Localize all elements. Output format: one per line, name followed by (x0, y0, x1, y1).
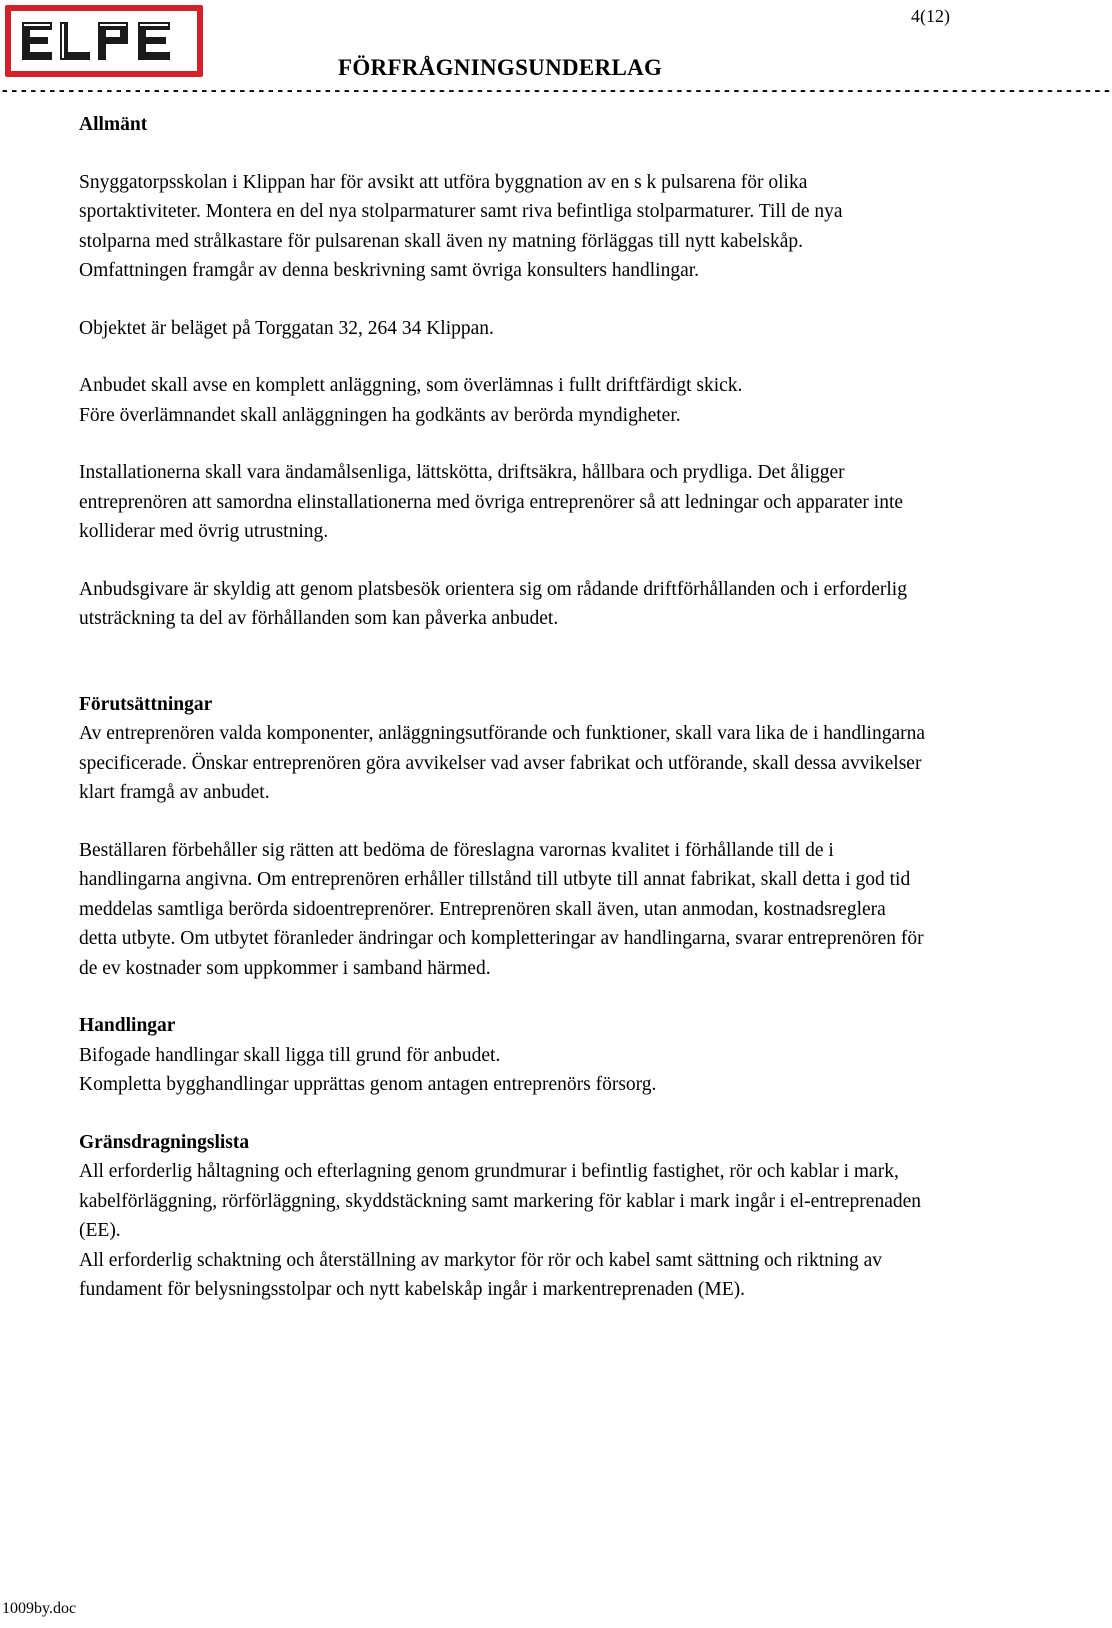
allmant-paragraph-4: Installationerna skall vara ändamålsenliga, lättskötta, driftsäkra, hållbara och prydliga. Det åligger entreprenören att samordna elinstallationerna med övriga entreprenörer så att ledningar och apparater inte kolliderar med övrig utrustning. (79, 462, 904, 542)
spacer (79, 547, 959, 575)
allmant-paragraph-3: Anbudet skall avse en komplett anläggning, som överlämnas i fullt driftfärdigt skick. (79, 375, 743, 396)
spacer (79, 140, 959, 168)
allmant-paragraph-3b: Före överlämnandet skall anläggningen ha godkänts av berörda myndigheter. (79, 404, 681, 426)
handlingar-line-1: Bifogade handlingar skall ligga till grund för anbudet. (79, 1044, 501, 1066)
spacer (79, 808, 959, 836)
spacer (79, 286, 959, 314)
forutsattningar-paragraph-2: Beställaren förbehåller sig rätten att bedöma de föreslagna varornas kvalitet i förhållande till de i handlingarna angivna. Om entreprenören erhåller tillstånd till utbyte till annat fabrikat, skall detta i god tid meddelas samtliga berörda sidoentreprenörer. Entreprenören skall även, utan anmodan, kostnadsreglera detta utbyte. Om utbytet föranleder ändringar och kompletteringar av handlingarna, svarar entreprenören för de ev kostnader som uppkommer i samband härmed. (79, 839, 924, 979)
allmant-paragraph-1: Snyggatorpsskolan i Klippan har för avsikt att utföra byggnation av en s k pulsarena för olika sportaktiviteter. Montera en del nya stolparmaturer samt riva befintliga stolparmaturer. Till de nya stolparna med strålkastare för pulsarenan skall även ny matning förläggas till nytt kabelskåp. (79, 171, 843, 252)
heading-allmant: Allmänt (79, 114, 148, 135)
elpe-logo (4, 4, 204, 78)
gransdragning-paragraph-1: All erforderlig håltagning och efterlagning genom grundmurar i befintlig fastighet, rör och kablar i mark, kabelförläggning, rörförläggning, skyddstäckning samt markering för kablar i mark ingår i el-entreprenaden (EE). (79, 1161, 922, 1241)
spacer (79, 1100, 959, 1128)
allmant-paragraph-1b: Omfattningen framgår av denna beskrivning samt övriga konsulters handlingar. (79, 260, 700, 281)
heading-gransdragningslista: Gränsdragningslista (79, 1131, 250, 1153)
header-separator: --------------------------------------------------------------------------------------------------------------------- (0, 82, 1112, 100)
spacer (79, 983, 959, 1011)
footer-filename: 1009by.doc (2, 1600, 77, 1617)
handlingar-line-2: Kompletta bygghandlingar upprättas genom antagen entreprenörs försorg. (79, 1074, 657, 1095)
spacer (79, 634, 959, 690)
forutsattningar-paragraph-1: Av entreprenören valda komponenter, anläggningsutförande och funktioner, skall vara lika de i handlingarna specificerade. Önskar entreprenören göra avvikelser vad avser fabrikat och utförande, skall dessa avvikelser klart framgå av anbudet. (79, 723, 926, 803)
document-body (79, 110, 959, 1305)
document-title: FÖRFRÅGNINGSUNDERLAG (338, 55, 663, 80)
allmant-paragraph-2: Objektet är beläget på Torggatan 32, 264 34 Klippan. (79, 317, 494, 339)
spacer (79, 343, 959, 371)
spacer (79, 430, 959, 458)
gransdragning-paragraph-2: All erforderlig schaktning och återställning av markytor för rör och kabel samt sättning och riktning av fundament för belysningsstolpar och nytt kabelskåp ingår i markentreprenaden (ME). (79, 1249, 883, 1300)
heading-forutsattningar: Förutsättningar (79, 693, 213, 715)
page-number: 4(12) (911, 6, 950, 26)
heading-handlingar: Handlingar (79, 1015, 176, 1036)
allmant-paragraph-5: Anbudsgivare är skyldig att genom platsbesök orientera sig om rådande driftförhållanden och i erforderlig utsträckning ta del av förhållanden som kan påverka anbudet. (79, 578, 907, 629)
